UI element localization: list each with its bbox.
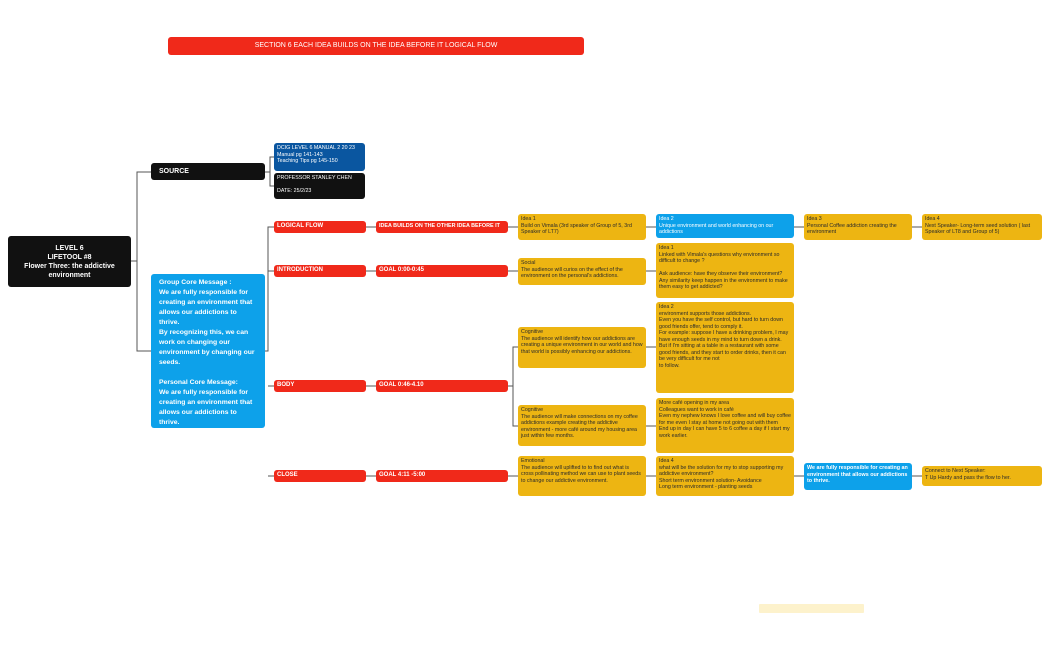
body-objective2-text: Cognitive The audience will make connections on my coffee addictions example creating the addictive environment - more café around my housing area just within few months. — [521, 407, 638, 439]
close-node[interactable] — [274, 470, 366, 482]
close-message-node[interactable] — [804, 463, 912, 490]
close-detail-text: Idea 4 what will be the solution for my to stop supporting my addictive environment? Short term environment solution- Avoidance Long term environment - planting seeds — [659, 458, 784, 490]
close-label: CLOSE — [277, 472, 298, 478]
body-label: BODY — [277, 382, 295, 388]
source-label: SOURCE — [159, 168, 189, 175]
logical-idea4-text: Idea 4 Next Speaker- Long-term seed solution ( last Speaker of LT8 and Group of 5) — [925, 216, 1031, 235]
source-doc-text: DCIG LEVEL 6 MANUAL 2 20 23 Manual pg 141-143 Teaching Tips pg 145-150 — [277, 145, 355, 164]
root-node[interactable] — [8, 236, 131, 287]
body-goal-node[interactable] — [376, 380, 508, 392]
logical-idea2-text: Idea 2 Unique environment and world enhancing on our addictions — [659, 216, 774, 235]
source-doc-node[interactable] — [274, 143, 365, 171]
body-objective2-node[interactable] — [518, 405, 646, 446]
body-node[interactable] — [274, 380, 366, 392]
logical-flow-node[interactable] — [274, 221, 366, 233]
introduction-label: INTRODUCTION — [277, 267, 323, 273]
close-objective-text: Emotional The audience will uplifted to to find out what is cross pollinating method we can use to plant seeds to change our addictive environment. — [521, 458, 641, 484]
introduction-detail-node[interactable] — [656, 243, 794, 298]
logical-flow-sub-label: IDEA BUILDS ON THE OTHER IDEA BEFORE IT — [379, 223, 500, 229]
close-goal-label: GOAL 4:11 -5:00 — [379, 472, 426, 478]
professor-text: PROFESSOR STANLEY CHEN DATE: 25/2/23 — [277, 175, 352, 194]
close-message-text: We are fully responsible for creating an environment that allows our addictions to thrive. — [807, 465, 908, 484]
professor-node[interactable] — [274, 173, 365, 199]
introduction-goal-label: GOAL 0:00-0:45 — [379, 267, 424, 273]
core-message-text: Group Core Message : We are fully responsible for creating an environment that allows our addictions to thrive. By recognizing this, we can work on changing our environment by changing our seeds. Personal Core Message: We are fully responsible for creating an environment that allows our addictions to thrive. — [159, 279, 255, 426]
section-banner-text: SECTION 6 EACH IDEA BUILDS ON THE IDEA BEFORE IT LOGICAL FLOW — [254, 42, 498, 49]
introduction-objective-text: Social The audience will curios on the effect of the environment on the personal's addictions. — [521, 260, 623, 279]
body-goal-label: GOAL 0:46-4.10 — [379, 382, 424, 388]
core-message-node[interactable] — [151, 274, 265, 428]
introduction-node[interactable] — [274, 265, 366, 277]
empty-note — [759, 604, 864, 613]
close-objective-node[interactable] — [518, 456, 646, 496]
logical-idea2-node[interactable] — [656, 214, 794, 238]
logical-flow-sub-node[interactable] — [376, 221, 508, 233]
introduction-goal-node[interactable] — [376, 265, 508, 277]
logical-flow-label: LOGICAL FLOW — [277, 223, 324, 229]
body-detail1-text: Idea 2 environment supports those addictions. Even you have the self control, but hard to turn down good friends offer, tend to comply it. For example: suppose I have a drinking problem, I may have enough seeds in my mind to turn down a drink. But if I'm sitting at a table in a restaurant with some good friends, and they start to order drinks, then it can be very difficult for me not to follow. — [659, 304, 789, 369]
close-connect-node[interactable] — [922, 466, 1042, 486]
logical-idea3-node[interactable] — [804, 214, 912, 240]
section-banner — [168, 37, 584, 55]
body-detail2-text: More café opening in my area Colleagues want to work in café Even my nephew knows I love coffee and will buy coffee for me even I stay at home not going out with them End up in day I can have 5 to 6 coffee a day if I start my work earlier. — [659, 400, 792, 439]
logical-idea3-text: Idea 3 Personal Coffee addiction creating the environment — [807, 216, 897, 235]
body-objective1-text: Cognitive The audience will identify how our addictions are creating a unique environment in our world and how that world is possibly enhancing our addictions. — [521, 329, 643, 355]
close-goal-node[interactable] — [376, 470, 508, 482]
logical-idea1-node[interactable] — [518, 214, 646, 240]
logical-idea4-node[interactable] — [922, 214, 1042, 240]
source-node[interactable] — [151, 163, 265, 180]
logical-idea1-text: Idea 1 Build on Vimala (3rd speaker of Group of 5, 3rd Speaker of LT7) — [521, 216, 632, 235]
introduction-objective-node[interactable] — [518, 258, 646, 285]
body-detail2-node[interactable] — [656, 398, 794, 453]
introduction-detail-text: Idea 1 Linked with Vimala's questions why environment so difficult to change ? Ask audience: have they observe their environment? Any similarity keep happen in the environment to make them easy to get addicted? — [659, 245, 788, 290]
close-detail-node[interactable] — [656, 456, 794, 496]
root-node-text: LEVEL 6 LIFETOOL #8 Flower Three: the addictive environment — [24, 244, 115, 279]
body-objective1-node[interactable] — [518, 327, 646, 368]
body-detail1-node[interactable] — [656, 302, 794, 393]
close-connect-text: Connect to Next Speaker: T Up Hardy and pass the flow to her. — [925, 468, 1011, 481]
